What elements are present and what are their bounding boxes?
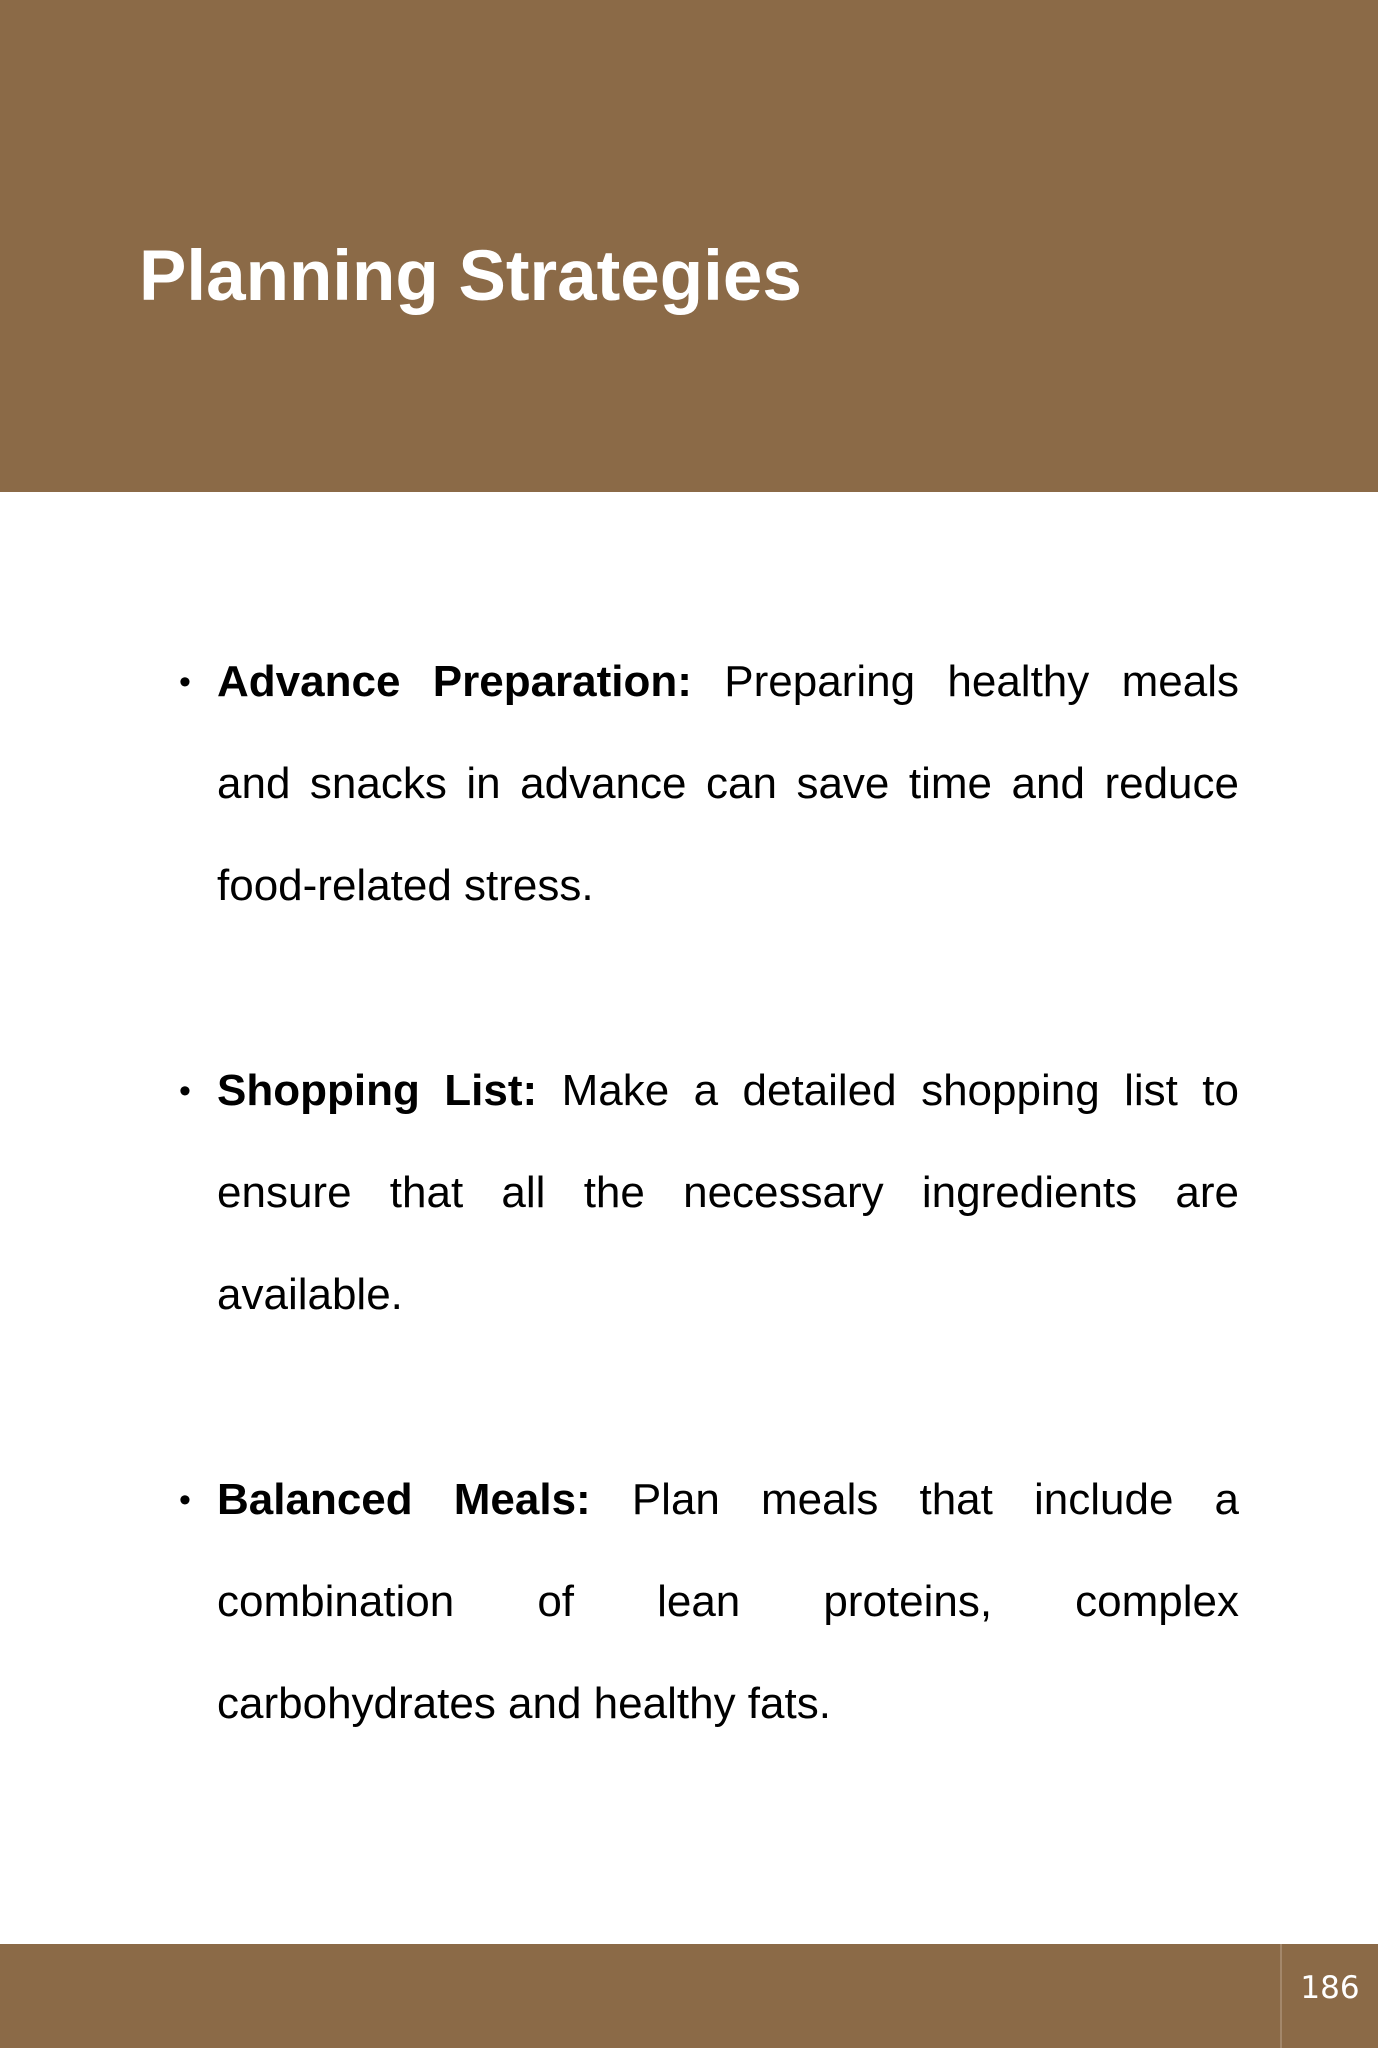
item-text: Plan meals that include a combination of lean proteins, complex carbohydrates and healthy fats. <box>217 1475 1239 1728</box>
item-term: Advance Preparation: <box>217 657 692 706</box>
footer-band <box>0 1944 1378 2048</box>
page-number-box <box>1280 1944 1378 2048</box>
item-term: Shopping List: <box>217 1066 538 1115</box>
header-band <box>0 0 1378 492</box>
list-item-advance-preparation <box>179 631 1239 937</box>
bullet-dot-icon: • <box>179 1481 191 1519</box>
page-number: 186 <box>1300 1970 1360 2006</box>
bullet-dot-icon: • <box>179 1072 191 1110</box>
item-term: Balanced Meals: <box>217 1475 591 1524</box>
item-text: Make a detailed shopping list to ensure that all the necessary ingredients are available. <box>217 1066 1240 1319</box>
bullet-dot-icon: • <box>179 663 191 701</box>
list-item-balanced-meals <box>179 1449 1239 1755</box>
item-text: Preparing healthy meals and snacks in advance can save time and reduce food-related stress. <box>217 657 1239 910</box>
page-title: Planning Strategies <box>139 237 802 316</box>
list-item-shopping-list <box>179 1040 1240 1346</box>
